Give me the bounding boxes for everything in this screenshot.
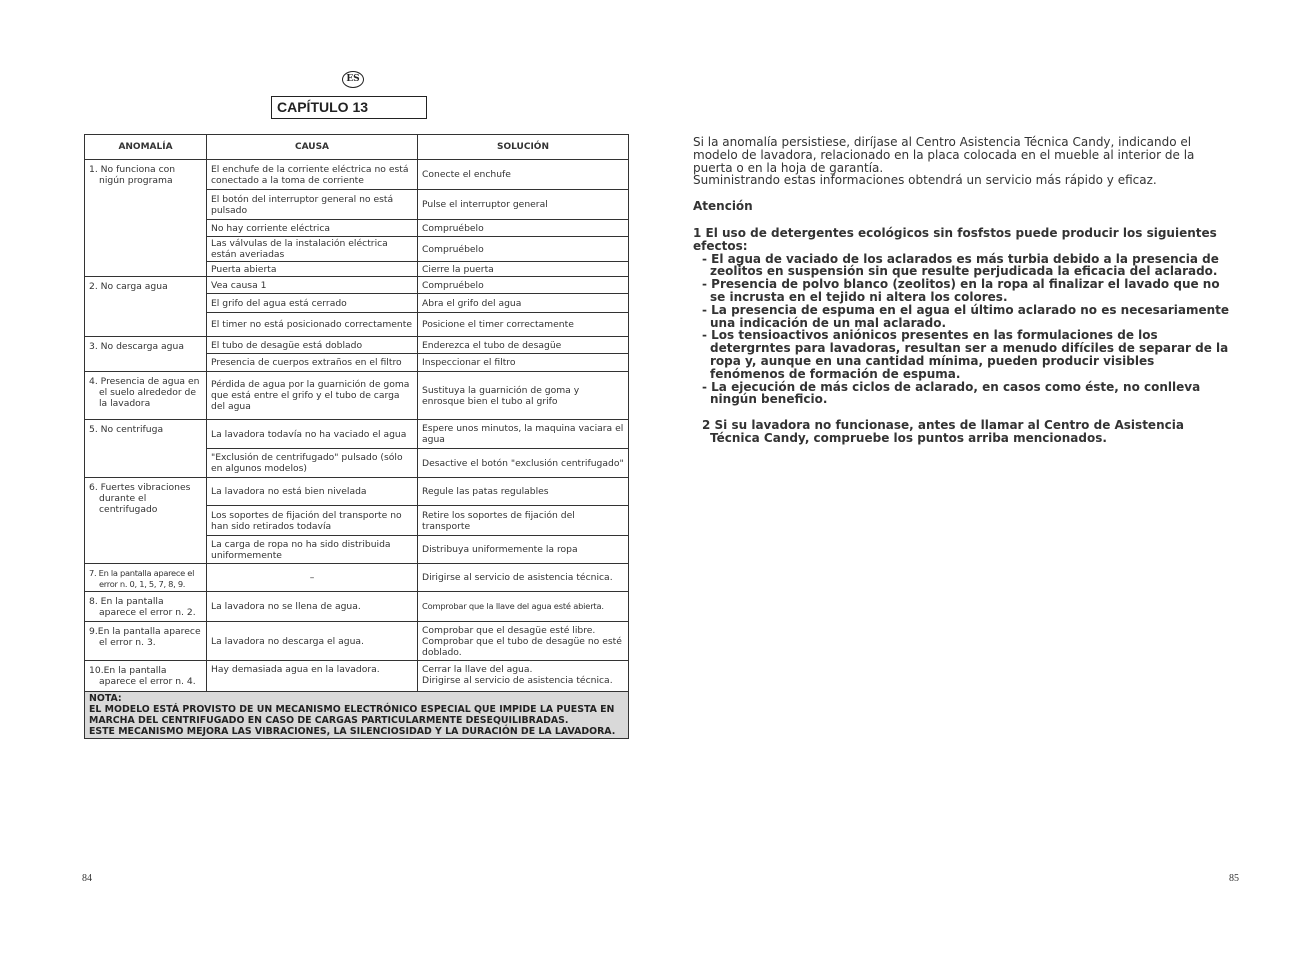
cause-cell: Vea causa 1 [207, 277, 418, 294]
table-row [85, 622, 629, 661]
cause-cell: Presencia de cuerpos extraños en el filtro [207, 354, 418, 372]
cause-cell: La lavadora no está bien nivelada [207, 478, 418, 506]
table-row [85, 277, 629, 294]
anomaly-cell: 2. No carga agua [85, 277, 207, 337]
cause-cell: No hay corriente eléctrica [207, 220, 418, 237]
item-2: 2 Si su lavadora no funcionase, antes de llamar al Centro de Asistencia Técnica Candy, compruebe los puntos arriba mencionados. [702, 418, 1184, 445]
note-row [85, 692, 629, 739]
table-row [85, 661, 629, 692]
anomaly-cell: 8. En la pantalla aparece el error n. 2. [85, 592, 207, 622]
solution-cell: Compruébelo [418, 277, 629, 294]
cause-cell: El grifo del agua está cerrado [207, 294, 418, 313]
bullet-item: - Los tensioactivos aniónicos presentes en las formulaciones de los detergrntes para lavadoras, resultan ser a menudo difíciles de separar de la ropa y, aunque en una cantidad mínima, pueden producir visibles fenómenos de formación de espuma. [702, 328, 1229, 381]
cause-cell: La lavadora no descarga el agua. [207, 622, 418, 661]
page-number-right: 85 [1229, 873, 1239, 884]
solution-cell: Retire los soportes de fijación del transporte [418, 506, 629, 536]
table-header-row [85, 135, 629, 160]
anomaly-cell: 7. En la pantalla aparece el error n. 0, 1, 5, 7, 8, 9. [85, 564, 207, 592]
bullet-item: - Presencia de polvo blanco (zeolitos) en la ropa al finalizar el lavado que no se incrusta en el tejido ni altera los colores. [702, 277, 1220, 304]
table-row [85, 420, 629, 449]
page-number-left: 84 [82, 873, 92, 884]
solution-cell: Pulse el interruptor general [418, 190, 629, 220]
troubleshooting-table [84, 134, 629, 739]
solution-cell: Sustituya la guarnición de goma y enrosque bien el tubo al grifo [418, 372, 629, 420]
note-box [85, 692, 629, 739]
bullet-item: - La ejecución de más ciclos de aclarado, en casos como éste, no conlleva ningún beneficio. [702, 379, 1201, 407]
solution-cell [418, 661, 629, 692]
cause-cell: La lavadora todavía no ha vaciado el agua [207, 420, 418, 449]
note-title: NOTA: [89, 693, 122, 704]
anomaly-cell: 6. Fuertes vibraciones durante el centrifugado [85, 478, 207, 564]
cause-cell: El botón del interruptor general no está pulsado [207, 190, 418, 220]
solution-cell: Cierre la puerta [418, 262, 629, 277]
cause-cell: El enchufe de la corriente eléctrica no está conectado a la toma de corriente [207, 160, 418, 190]
solution-cell: Compruébelo [418, 220, 629, 237]
bullet-item: - La presencia de espuma en el agua el último aclarado no es necesariamente una indicación de un mal aclarado. [702, 302, 1230, 330]
anomaly-cell: 5. No centrifuga [85, 420, 207, 478]
table-row [85, 564, 629, 592]
cause-cell: Pérdida de agua por la guarnición de goma que está entre el grifo y el tubo de carga del agua [207, 372, 418, 420]
table-row [85, 337, 629, 354]
column-header: ANOMALÍA [85, 135, 207, 160]
note-line: EL MODELO ESTÁ PROVISTO DE UN MECANISMO ELECTRÓNICO ESPECIAL QUE IMPIDE LA PUESTA EN MARCHA DEL CENTRIFUGADO EN CASO DE CARGAS PARTICULARMENTE DESEQUILIBRADAS. [89, 704, 615, 726]
bullet-item: - El agua de vaciado de los aclarados es más turbia debido a la presencia de zeolitos en suspensión sin que resulte perjudicada la eficacia del aclarado. [702, 251, 1219, 279]
cause-cell: La carga de ropa no ha sido distribuida uniformemente [207, 536, 418, 564]
solution-cell: Compruébelo [418, 237, 629, 262]
anomaly-cell: 1. No funciona con nigún programa [85, 160, 207, 277]
column-header: CAUSA [207, 135, 418, 160]
attention-heading: Atención [693, 199, 753, 214]
right-column [693, 136, 1233, 445]
cause-cell: Hay demasiada agua en la lavadora. [207, 661, 418, 692]
item-1: 1 El uso de detergentes ecológicos sin fosfstos puede producir los siguientes efectos: [693, 225, 1217, 253]
solution-cell: Comprobar que el desagüe esté libre. Comprobar que el tubo de desagüe no esté doblado. [418, 622, 629, 661]
cause-cell: Puerta abierta [207, 262, 418, 277]
language-badge: ES [342, 71, 364, 88]
solution-cell: Dirigirse al servicio de asistencia técnica. [418, 564, 629, 592]
solution-cell: Conecte el enchufe [418, 160, 629, 190]
table-row [85, 372, 629, 420]
solution-cell: Abra el grifo del agua [418, 294, 629, 313]
solution-cell: Posicione el timer correctamente [418, 313, 629, 337]
cause-cell: Las válvulas de la instalación eléctrica están averiadas [207, 237, 418, 262]
solution-line: Dirigirse al servicio de asistencia técnica. [422, 675, 613, 686]
chapter-title: CAPÍTULO 13 [271, 96, 427, 119]
table-row [85, 478, 629, 506]
table-row [85, 160, 629, 190]
cause-cell: El timer no está posicionado correctamente [207, 313, 418, 337]
anomaly-cell: 3. No descarga agua [85, 337, 207, 372]
table-row [85, 592, 629, 622]
solution-cell: Espere unos minutos, la maquina vaciara el agua [418, 420, 629, 449]
cause-cell: "Exclusión de centrifugado" pulsado (sólo en algunos modelos) [207, 449, 418, 478]
intro-paragraph: Suministrando estas informaciones obtendrá un servicio más rápido y eficaz. [693, 173, 1157, 188]
solution-line: Cerrar la llave del agua. [422, 664, 533, 675]
solution-cell: Inspeccionar el filtro [418, 354, 629, 372]
cause-cell: El tubo de desagüe está doblado [207, 337, 418, 354]
note-line: ESTE MECANISMO MEJORA LAS VIBRACIONES, LA SILENCIOSIDAD Y LA DURACIÓN DE LA LAVADORA. [89, 726, 616, 737]
cause-cell: La lavadora no se llena de agua. [207, 592, 418, 622]
solution-cell: Regule las patas regulables [418, 478, 629, 506]
cause-cell: Los soportes de fijación del transporte no han sido retirados todavía [207, 506, 418, 536]
column-header: SOLUCIÓN [418, 135, 629, 160]
solution-cell: Desactive el botón "exclusión centrifugado" [418, 449, 629, 478]
anomaly-cell: 4. Presencia de agua en el suelo alrededor de la lavadora [85, 372, 207, 420]
anomaly-cell: 10.En la pantalla aparece el error n. 4. [85, 661, 207, 692]
anomaly-cell: 9.En la pantalla aparece el error n. 3. [85, 622, 207, 661]
solution-cell: Enderezca el tubo de desagüe [418, 337, 629, 354]
solution-cell: Distribuya uniformemente la ropa [418, 536, 629, 564]
intro-paragraph: Si la anomalía persistiese, diríjase al Centro Asistencia Técnica Candy, indicando el modelo de lavadora, relacionado en la placa colocada en el mueble al interior de la puerta o en la hoja de garantía. [693, 135, 1195, 175]
solution-cell: Comprobar que la llave del agua esté abierta. [418, 592, 629, 622]
cause-cell: – [207, 564, 418, 592]
